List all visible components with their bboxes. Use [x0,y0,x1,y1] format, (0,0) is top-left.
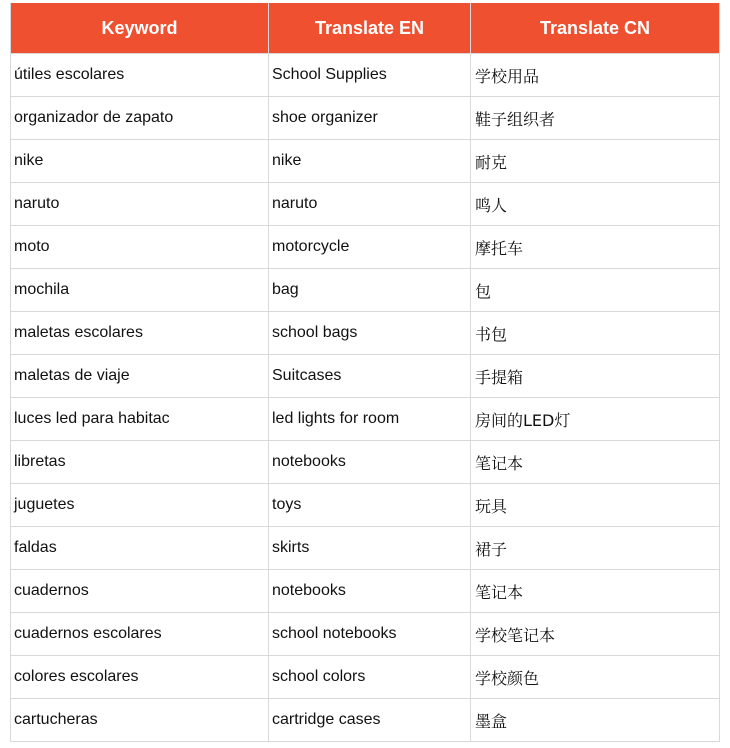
cell-keyword: cuadernos [11,570,269,613]
table-row [11,484,720,527]
cell-translate-en: led lights for room [269,398,471,441]
cell-translate-cn: 鸣人 [471,183,720,226]
cell-keyword: libretas [11,441,269,484]
header-translate-en: Translate EN [269,3,471,54]
cell-translate-cn: 笔记本 [471,570,720,613]
header-keyword: Keyword [11,3,269,54]
cell-translate-en: naruto [269,183,471,226]
cell-translate-cn: 鞋子组织者 [471,97,720,140]
cell-translate-en: School Supplies [269,54,471,97]
table-row [11,398,720,441]
table-row [11,613,720,656]
table-body [11,54,720,742]
table-row [11,527,720,570]
cell-keyword: luces led para habitac [11,398,269,441]
cell-translate-cn: 学校颜色 [471,656,720,699]
cell-translate-en: notebooks [269,441,471,484]
table-row [11,226,720,269]
cell-keyword: maletas de viaje [11,355,269,398]
cell-translate-cn: 摩托车 [471,226,720,269]
cell-translate-cn: 书包 [471,312,720,355]
cell-keyword: faldas [11,527,269,570]
cell-translate-en: Suitcases [269,355,471,398]
cell-keyword: naruto [11,183,269,226]
table-row [11,312,720,355]
cell-translate-cn: 耐克 [471,140,720,183]
table-row [11,570,720,613]
cell-translate-en: school notebooks [269,613,471,656]
header-translate-cn: Translate CN [471,3,720,54]
cell-translate-en: shoe organizer [269,97,471,140]
cell-translate-en: motorcycle [269,226,471,269]
cell-keyword: organizador de zapato [11,97,269,140]
cell-translate-en: cartridge cases [269,699,471,742]
cell-translate-en: nike [269,140,471,183]
cell-translate-cn: 笔记本 [471,441,720,484]
table-row [11,441,720,484]
cell-translate-cn: 学校用品 [471,54,720,97]
cell-keyword: mochila [11,269,269,312]
table-row [11,355,720,398]
table-row [11,140,720,183]
cell-translate-cn: 手提箱 [471,355,720,398]
table-row [11,269,720,312]
cell-translate-cn: 裙子 [471,527,720,570]
cell-translate-cn: 房间的LED灯 [471,398,720,441]
keyword-table-container [10,3,719,742]
cell-translate-cn: 包 [471,269,720,312]
cell-keyword: maletas escolares [11,312,269,355]
table-row [11,656,720,699]
cell-keyword: juguetes [11,484,269,527]
cell-translate-en: school colors [269,656,471,699]
table-row [11,97,720,140]
cell-translate-cn: 墨盒 [471,699,720,742]
cell-translate-en: toys [269,484,471,527]
cell-keyword: nike [11,140,269,183]
cell-translate-en: school bags [269,312,471,355]
table-header-row [11,3,720,54]
table-row [11,183,720,226]
table-row [11,54,720,97]
cell-translate-en: bag [269,269,471,312]
cell-keyword: cartucheras [11,699,269,742]
cell-translate-en: skirts [269,527,471,570]
cell-translate-cn: 玩具 [471,484,720,527]
cell-translate-en: notebooks [269,570,471,613]
cell-keyword: útiles escolares [11,54,269,97]
cell-keyword: moto [11,226,269,269]
cell-keyword: cuadernos escolares [11,613,269,656]
keyword-translation-table [10,3,720,742]
table-row [11,699,720,742]
cell-translate-cn: 学校笔记本 [471,613,720,656]
cell-keyword: colores escolares [11,656,269,699]
